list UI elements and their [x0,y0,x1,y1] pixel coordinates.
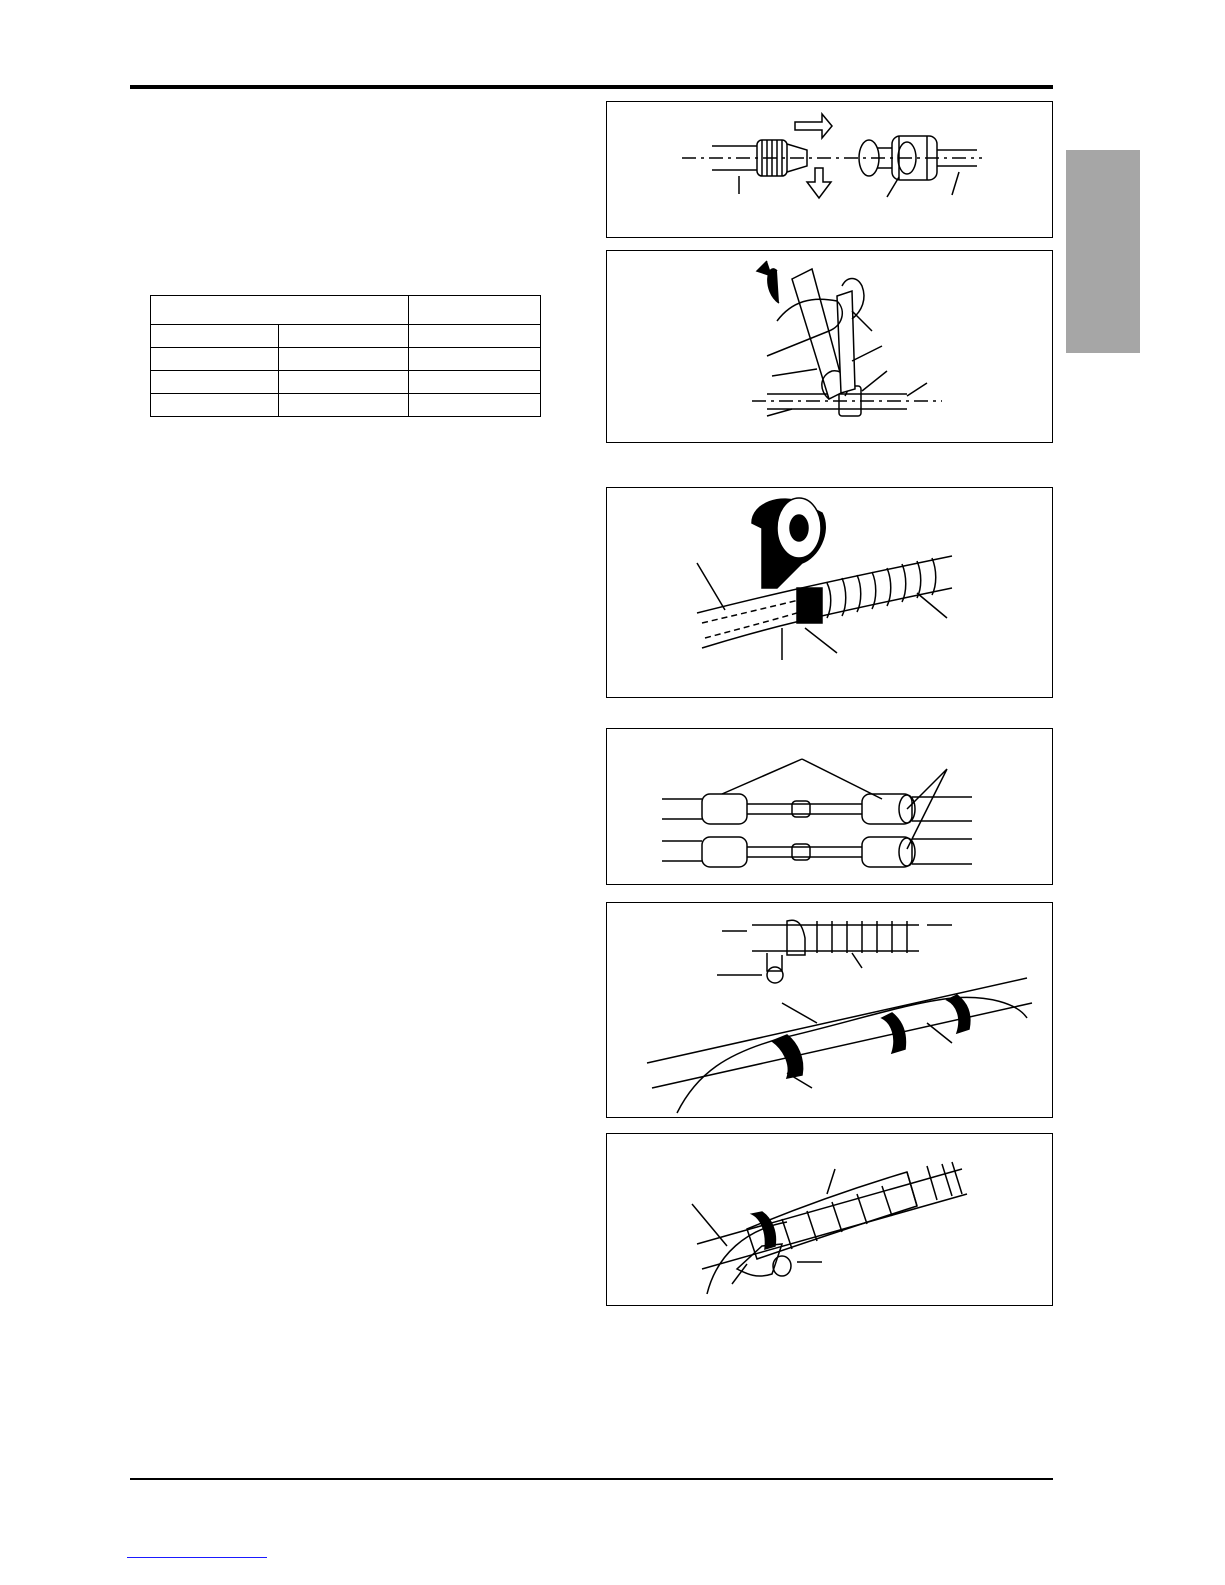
table-row [151,348,541,371]
table-cell [409,394,541,417]
table-row [151,371,541,394]
table-cell [409,348,541,371]
header-rule [130,85,1053,89]
pipe-joint-icon [607,729,1054,886]
footer-link-underline[interactable] [127,1557,267,1558]
tape-roll-icon [607,488,1054,699]
table-cell [151,394,279,417]
table-header-cell [151,296,409,325]
table-row [151,325,541,348]
figure-insulation-taping [606,487,1053,698]
table-cell [409,371,541,394]
figure-pipe-flare-connection [606,101,1053,238]
table-cell [278,325,409,348]
table-cell [278,394,409,417]
wrench-icon [607,251,1054,444]
table-cell [151,348,279,371]
figure-finish-taping [606,1133,1053,1306]
tape-wrap-icon [607,1134,1054,1307]
table-cell [151,371,279,394]
section-tab-marker [1066,150,1140,353]
table-cell [278,371,409,394]
table-header-row [151,296,541,325]
table-row [151,394,541,417]
pipe-bundle-icon [607,903,1054,1119]
figure-wrench-tightening [606,250,1053,443]
torque-table [150,295,541,417]
figure-pipe-bundle-taping [606,902,1053,1118]
figure-drain-pipe-joints [606,728,1053,885]
table-cell [151,325,279,348]
table-cell [409,325,541,348]
table-cell [278,348,409,371]
table-header-cell [409,296,541,325]
flare-nut-icon [607,102,1054,239]
footer-rule [130,1478,1053,1480]
